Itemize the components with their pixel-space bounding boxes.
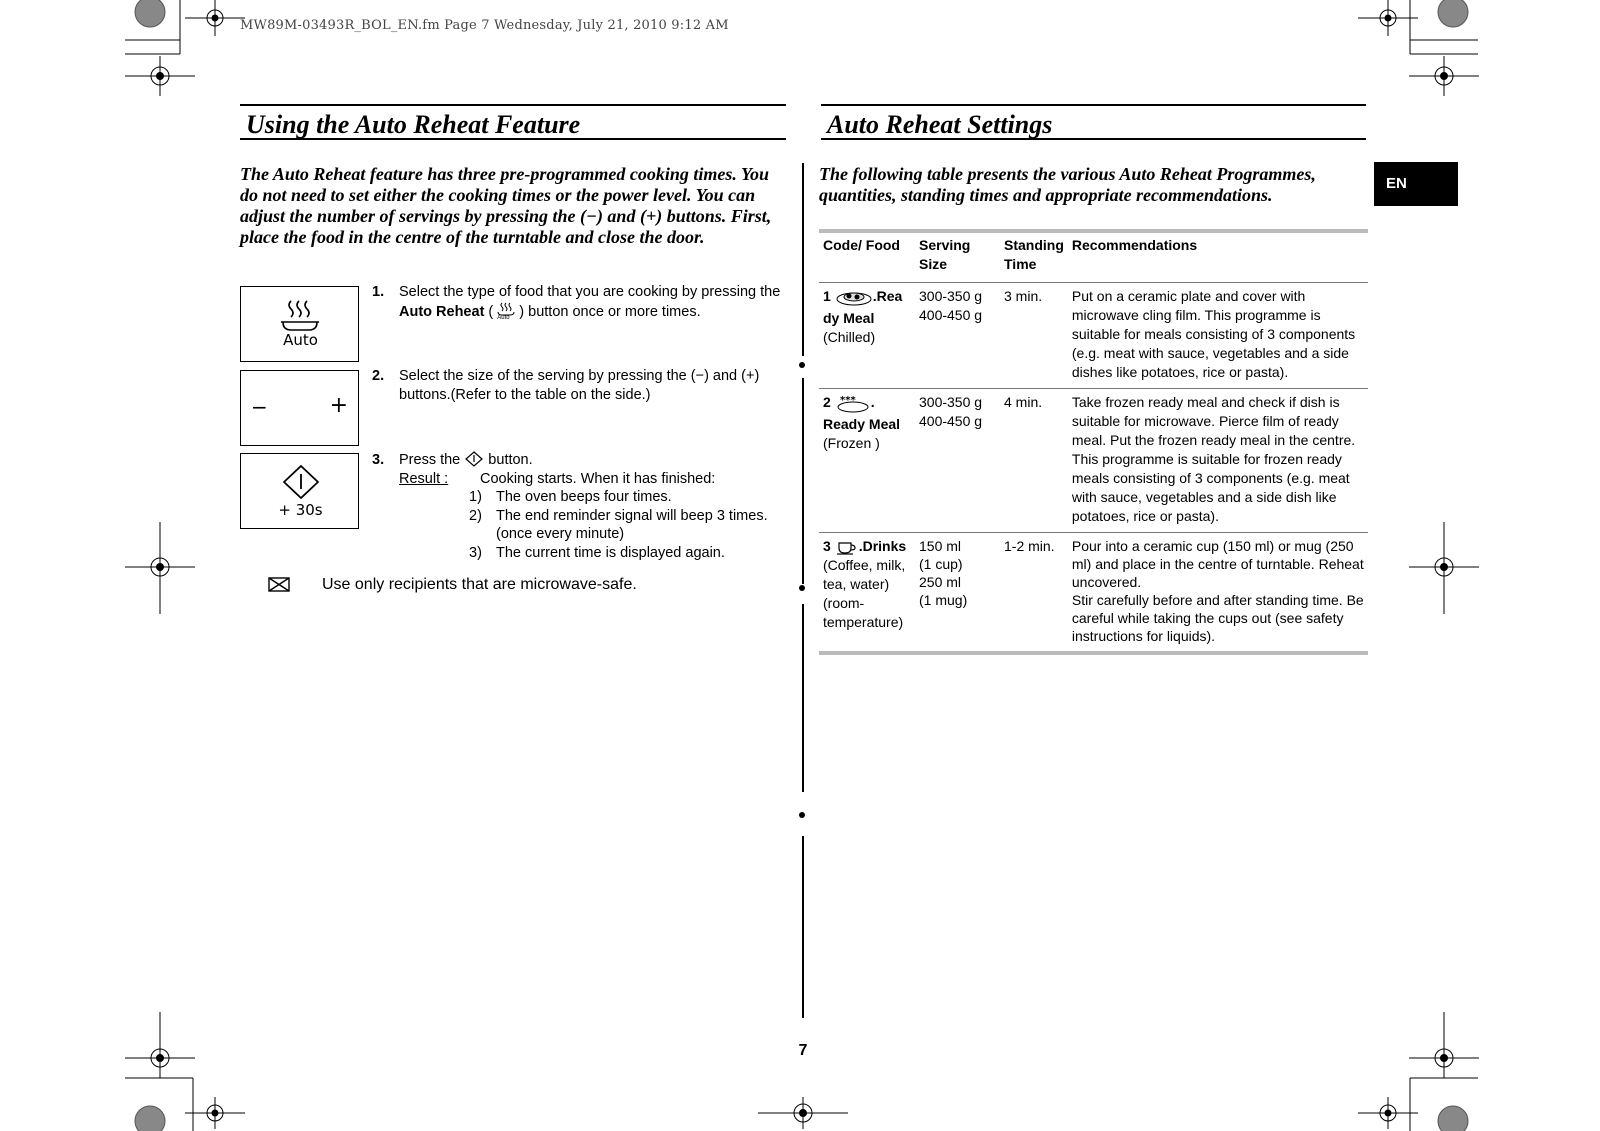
start-button-illustration — [240, 453, 359, 529]
standing-cell: 1-2 min. — [1000, 533, 1068, 652]
step-2 — [372, 367, 792, 404]
step-1: 1. Select the type of food that you are cooking by pressing the Auto Reheat ( Auto ) button once or more times. — [372, 284, 781, 321]
divider-dot — [799, 362, 805, 368]
start-inline-icon — [464, 451, 484, 467]
step-1-text-a: Select the type of food that you are cooking by pressing the — [399, 284, 781, 300]
header-recommendations: Recommendations — [1071, 237, 1198, 253]
svg-text:***: *** — [839, 395, 856, 406]
frozen-plate-icon — [835, 393, 871, 413]
result-sub-3-num: 3) — [469, 544, 482, 561]
food-name-a: .Drinks — [858, 538, 907, 554]
column-divider — [802, 604, 804, 792]
start-diamond-icon — [283, 465, 319, 499]
file-info-header: MW89M-03493R_BOL_EN.fm Page 7 Wednesday, July 21, 2010 9:12 AM — [240, 18, 729, 33]
left-section-title: Using the Auto Reheat Feature — [240, 104, 786, 140]
food-cell — [819, 283, 915, 389]
step-3-number: 3. — [372, 452, 385, 468]
result-sub-3-text: The current time is displayed again. — [496, 544, 725, 561]
standing-cell: 3 min. — [1000, 283, 1068, 389]
result-label: Result : — [399, 470, 449, 487]
serving-cell: 300-350 g 400-450 g — [915, 389, 1000, 533]
food-note: (Coffee, milk, tea, water) (room-temperature) — [823, 557, 906, 630]
result-sub-1 — [469, 488, 792, 507]
header-code-food: Code/ Food — [823, 237, 900, 253]
divider-dot — [799, 585, 805, 591]
divider-dot — [799, 812, 805, 818]
table-row — [819, 283, 1368, 389]
cup-icon — [835, 538, 859, 556]
result-sub-2-num: 2) — [469, 507, 482, 524]
food-code: 3 — [823, 538, 831, 554]
auto-reheat-button-illustration — [240, 286, 359, 362]
food-name-a: . — [870, 394, 875, 410]
serving-cell: 300-350 g 400-450 g — [915, 283, 1000, 389]
note-icon — [268, 576, 290, 593]
steam-dish-icon — [279, 299, 321, 333]
food-code: 2 — [823, 394, 831, 410]
step-3-text-a: Press the — [399, 452, 465, 468]
step-3-text-b: button. — [484, 452, 533, 468]
recommendation-cell: Put on a ceramic plate and cover with microwave cling film. This programme is suitable for meals consisting of 3 components (e.g. meat with sauce, vegetables and a side dishes like potatoes, rice or pasta). — [1068, 283, 1368, 389]
food-note: (Chilled) — [823, 329, 876, 345]
auto-reheat-inline-label: Auto — [497, 314, 510, 321]
standing-cell: 4 min. — [1000, 389, 1068, 533]
step-1-bold: Auto Reheat — [399, 303, 485, 320]
serving-buttons-illustration — [240, 370, 359, 446]
header-serving-size: Serving Size — [919, 237, 971, 272]
food-note: (Frozen ) — [823, 435, 880, 451]
note-text: Use only recipients that are microwave-safe. — [322, 576, 637, 593]
right-intro: The following table presents the various Auto Reheat Programmes, quantities, standing times and appropriate recommendations. — [819, 164, 1316, 205]
header-standing-time: Standing Time — [1004, 237, 1064, 272]
left-intro: The Auto Reheat feature has three pre-programmed cooking times. You do not need to set either the cooking times or the power level. You can adjust the number of servings by pressing the (−) and (+) buttons. First, place the food in the centre of the turntable and close the door. — [240, 164, 772, 247]
food-code: 1 — [823, 288, 831, 304]
food-name-b: dy Meal — [823, 310, 875, 326]
result-sub-2-text: The end reminder signal will beep 3 times. (once every minute) — [496, 507, 768, 542]
recommendation-cell: Take frozen ready meal and check if dish is suitable for microwave. Pierce film of ready meal. Put the frozen ready meal in the centre. This programme is suitable for frozen ready meals consisting of 3 components (e.g. meat with sauce, vegetables and a side dish like potatoes, rice or pasta). — [1068, 389, 1368, 533]
result-text: Cooking starts. When it has finished: — [480, 470, 716, 487]
column-divider — [802, 378, 804, 584]
minus-symbol: − — [251, 395, 268, 419]
language-tab: EN — [1374, 162, 1458, 206]
result-sub-1-text: The oven beeps four times. — [496, 489, 672, 505]
table-row — [819, 533, 1368, 652]
result-sub-1-num: 1) — [469, 489, 482, 505]
recommendation-cell: Pour into a ceramic cup (150 ml) or mug (250 ml) and place in the centre of turntable. Reheat uncovered. Stir carefully before and after standing time. Be careful while taking the cups out (see safety instructions for liquids). — [1068, 533, 1368, 652]
serving-cell: 150 ml (1 cup) 250 ml (1 mug) — [915, 533, 1000, 652]
auto-reheat-inline-icon — [493, 302, 519, 320]
settings-table — [819, 233, 1368, 651]
step-1-number: 1. — [372, 284, 385, 300]
table-row — [819, 389, 1368, 533]
food-name-a: .Rea — [872, 288, 903, 304]
result-sub-2 — [469, 507, 792, 544]
result-sub-3 — [469, 544, 792, 563]
step-2-number: 2. — [372, 368, 385, 384]
table-header-row — [819, 233, 1368, 283]
settings-table-wrapper — [819, 229, 1368, 655]
food-cell — [819, 533, 915, 652]
plus-30s-label: + 30s — [278, 501, 323, 519]
column-divider — [802, 163, 804, 356]
step-3 — [372, 451, 792, 562]
right-section-title: Auto Reheat Settings — [821, 104, 1366, 140]
page-number: 7 — [798, 1042, 808, 1059]
food-cell — [819, 389, 915, 533]
auto-label: Auto — [283, 331, 318, 349]
food-name-b: Ready Meal — [823, 416, 901, 432]
chilled-plate-icon — [835, 287, 873, 307]
step-1-text-b: button once or more times. — [524, 303, 701, 320]
column-divider — [802, 836, 804, 1018]
step-2-text: Select the size of the serving by pressing the (−) and (+) buttons.(Refer to the table on the side.) — [399, 368, 760, 403]
plus-symbol: + — [329, 393, 348, 418]
